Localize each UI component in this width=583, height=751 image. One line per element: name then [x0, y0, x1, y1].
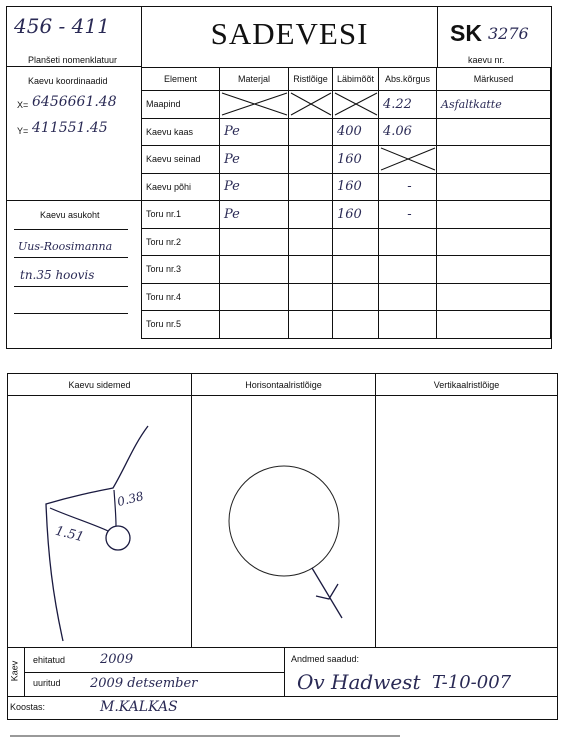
material-cell: Pe — [220, 173, 289, 201]
location-heading: Kaevu asukoht — [40, 210, 100, 220]
notes-cell — [437, 201, 551, 229]
notes-cell — [437, 256, 551, 284]
material-cell-crossed — [220, 91, 289, 119]
material-cell: Pe — [220, 146, 289, 174]
col-header-element: Element — [142, 68, 220, 91]
element-cell: Maapind — [142, 91, 220, 119]
table-row — [142, 173, 551, 201]
height-cell — [379, 256, 437, 284]
y-label: Y= — [17, 126, 29, 136]
col-header-material: Materjal — [220, 68, 289, 91]
height-cell — [379, 283, 437, 311]
cross-cell — [289, 228, 333, 256]
material-cell: Pe — [220, 201, 289, 229]
notes-cell — [437, 228, 551, 256]
diameter-cell: 160 — [333, 146, 379, 174]
col-header-diameter: Läbimõõt — [333, 68, 379, 91]
notes-cell — [437, 173, 551, 201]
drawing-header-vertical: Vertikaalristlõige — [433, 380, 500, 390]
source-label: Andmed saadud: — [291, 654, 360, 664]
material-cell — [220, 311, 289, 339]
diameter-cell — [333, 311, 379, 339]
coords-heading: Kaevu koordinaadid — [28, 76, 108, 86]
height-cell: 4.06 — [379, 118, 437, 146]
location-line-2: tn.35 hoovis — [20, 268, 95, 282]
diameter-cell: 160 — [333, 173, 379, 201]
cross-cell — [289, 146, 333, 174]
element-cell: Toru nr.4 — [142, 283, 220, 311]
horizontal-section-sketch — [192, 396, 375, 647]
surveyed-value: 2009 detsember — [90, 676, 198, 691]
height-cell — [379, 228, 437, 256]
diameter-cell — [333, 256, 379, 284]
x-label: X= — [17, 100, 29, 110]
nomenclature-value: 456 - 411 — [14, 14, 110, 38]
connection-sketch — [8, 396, 191, 647]
col-header-cross-section: Ristlõige — [289, 68, 333, 91]
dimension-label-2: 0.38 — [115, 488, 146, 510]
well-prefix: SK — [450, 20, 482, 46]
notes-cell — [437, 283, 551, 311]
notes-cell — [437, 118, 551, 146]
element-cell: Kaevu seinad — [142, 146, 220, 174]
col-header-notes: Märkused — [437, 68, 551, 91]
element-cell: Toru nr.3 — [142, 256, 220, 284]
location-line-1: Uus-Roosimanna — [18, 240, 113, 253]
element-cell: Kaevu kaas — [142, 118, 220, 146]
table-row — [142, 283, 551, 311]
height-cell: - — [379, 201, 437, 229]
material-cell — [220, 256, 289, 284]
table-row — [142, 91, 551, 119]
diameter-cell — [333, 283, 379, 311]
built-label: ehitatud — [33, 655, 66, 665]
element-cell: Toru nr.1 — [142, 201, 220, 229]
table-row — [142, 146, 551, 174]
element-cell: Toru nr.5 — [142, 311, 220, 339]
cross-cell — [289, 173, 333, 201]
table-row — [142, 256, 551, 284]
element-cell: Kaevu põhi — [142, 173, 220, 201]
cross-cell — [289, 256, 333, 284]
cross-cell-crossed — [289, 91, 333, 119]
built-value: 2009 — [100, 652, 134, 667]
author-value: M.KALKAS — [100, 699, 178, 715]
height-cell — [379, 311, 437, 339]
cross-cell — [289, 283, 333, 311]
cross-cell — [289, 311, 333, 339]
side-label-well: Kaev — [9, 660, 20, 682]
element-cell: Toru nr.2 — [142, 228, 220, 256]
diameter-cell — [333, 228, 379, 256]
height-cell: - — [379, 173, 437, 201]
cross-cell — [289, 201, 333, 229]
material-cell — [220, 228, 289, 256]
col-header-abs-height: Abs.kõrgus — [379, 68, 437, 91]
table-row — [142, 118, 551, 146]
well-number-label: kaevu nr. — [468, 55, 505, 65]
surveyed-label: uuritud — [33, 678, 61, 688]
notes-cell: Asfaltkatte — [437, 91, 551, 119]
x-value: 6456661.48 — [32, 94, 117, 110]
table-row — [142, 228, 551, 256]
cross-cell — [289, 118, 333, 146]
height-cell: 4.22 — [379, 91, 437, 119]
notes-cell — [437, 146, 551, 174]
diameter-cell-crossed — [333, 91, 379, 119]
page-title: SADEVESI — [210, 16, 369, 51]
drawing-header-connections: Kaevu sidemed — [68, 380, 131, 390]
diameter-cell: 400 — [333, 118, 379, 146]
source-value: Ov Hadwest — [297, 670, 421, 694]
drawing-header-horizontal: Horisontaalristlõige — [245, 380, 322, 390]
material-cell: Pe — [220, 118, 289, 146]
doc-code: T-10-007 — [432, 672, 512, 693]
well-number: 3276 — [488, 24, 529, 43]
nomenclature-label: Planšeti nomenklatuur — [28, 55, 118, 65]
height-cell-crossed — [379, 146, 437, 174]
material-cell — [220, 283, 289, 311]
notes-cell — [437, 311, 551, 339]
author-label: Koostas: — [10, 702, 46, 712]
dimension-label-1: 1.51 — [53, 523, 86, 546]
elements-table — [141, 67, 551, 339]
y-value: 411551.45 — [32, 120, 108, 136]
table-row — [142, 201, 551, 229]
table-row — [142, 311, 551, 339]
diameter-cell: 160 — [333, 201, 379, 229]
